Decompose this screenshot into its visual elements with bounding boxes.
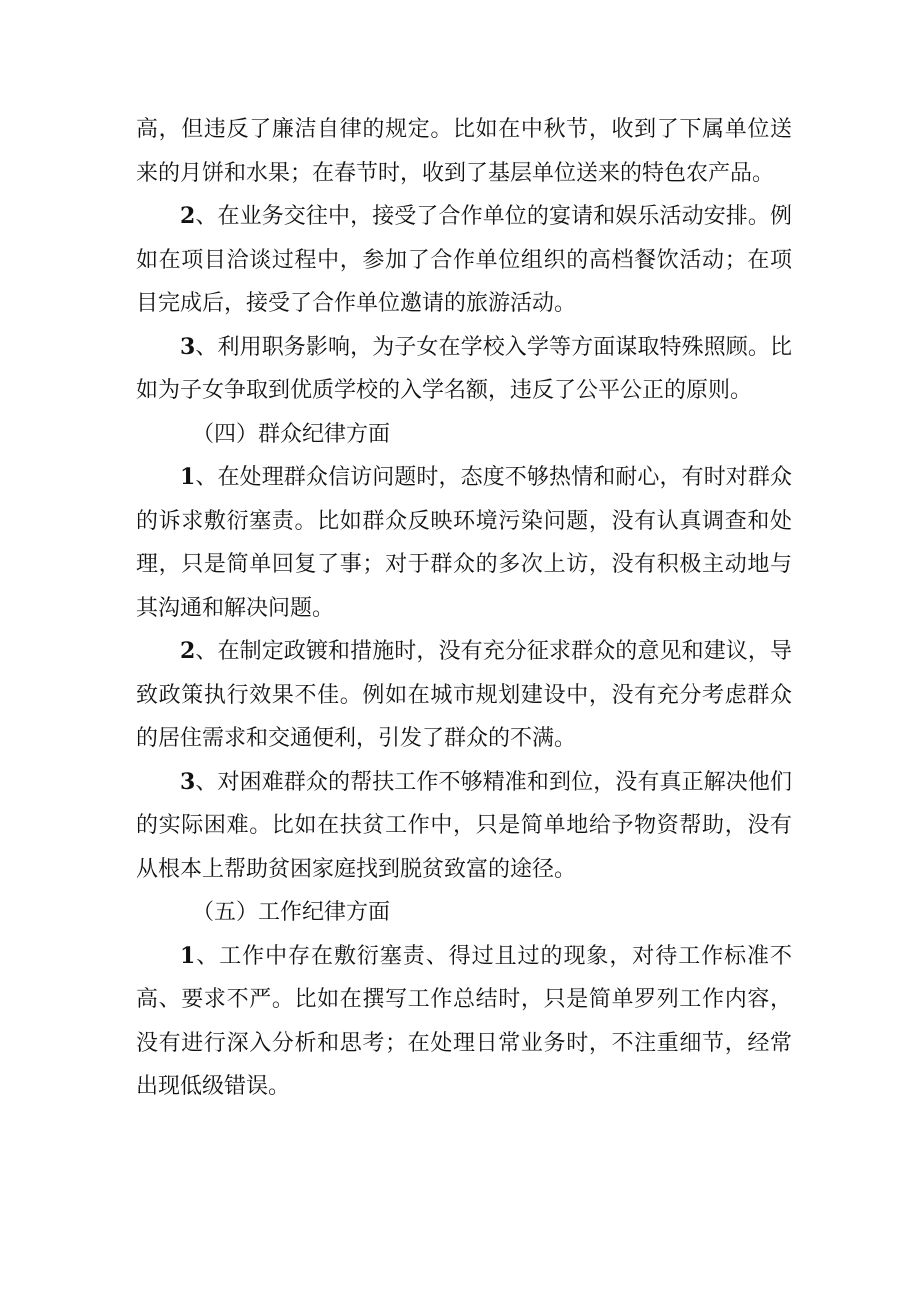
list-item-paragraph [136,935,792,1109]
paragraph-text: 、利用职务影响，为子女在学校入学等方面谋取特殊照顾。比如为子女争取到优质学校的入学名额，违反了公平公正的原则。 [136,334,792,403]
paragraph-text: 高，但违反了廉洁自律的规定。比如在中秋节，收到了下属单位送来的月饼和水果；在春节时，收到了基层单位送来的特色农产品。 [136,117,792,186]
paragraph-continuation [136,108,792,195]
paragraph-text: 、在制定政镀和措施时，没有充分征求群众的意见和建议，导致政策执行效果不佳。例如在城市规划建设中，没有充分考虑群众的居住需求和交通便利，引发了群众的不满。 [136,639,792,751]
section-heading-mass-discipline: （四）群众纪律方面 [192,421,391,447]
list-item-paragraph [136,630,792,761]
paragraph-text: 、对困难群众的帮扶工作不够精准和到位，没有真正解决他们的实际困难。比如在扶贫工作中，只是简单地给予物资帮助，没有从根本上帮助贫困家庭找到脱贫致富的途径。 [136,769,792,882]
item-number: 3 [180,768,196,795]
list-item-paragraph [136,326,792,413]
paragraph-text: 、在处理群众信访问题时，态度不够热情和耐心，有时对群众的诉求敷衍塞责。比如群众反映环境污染问题，没有认真调查和处理，只是简单回复了事；对于群众的多次上访，没有积极主动地与其沟通和解决问题。 [136,465,792,621]
paragraph-text: 、工作中存在敷衍塞责、得过且过的现象，对待工作标准不高、要求不严。比如在撰写工作总结时，只是简单罗列工作内容，没有进行深入分析和思考；在处理日常业务时，不注重细节，经常出现低级错误。 [136,943,792,1099]
item-number: 2 [180,638,196,664]
list-item-paragraph [136,456,792,630]
item-number: 1 [180,464,196,490]
item-number: 2 [180,203,196,229]
list-item-paragraph [136,761,792,892]
list-item-paragraph [136,195,792,326]
paragraph-text: 、在业务交往中，接受了合作单位的宴请和娱乐活动安排。例如在项目洽谈过程中，参加了合作单位组织的高档餐饮活动；在项目完成后，接受了合作单位邀请的旅游活动。 [136,204,792,316]
item-number: 3 [180,333,196,360]
document-body [136,108,792,1109]
section-heading-work-discipline: （五）工作纪律方面 [192,900,391,925]
item-number: 1 [180,942,196,969]
